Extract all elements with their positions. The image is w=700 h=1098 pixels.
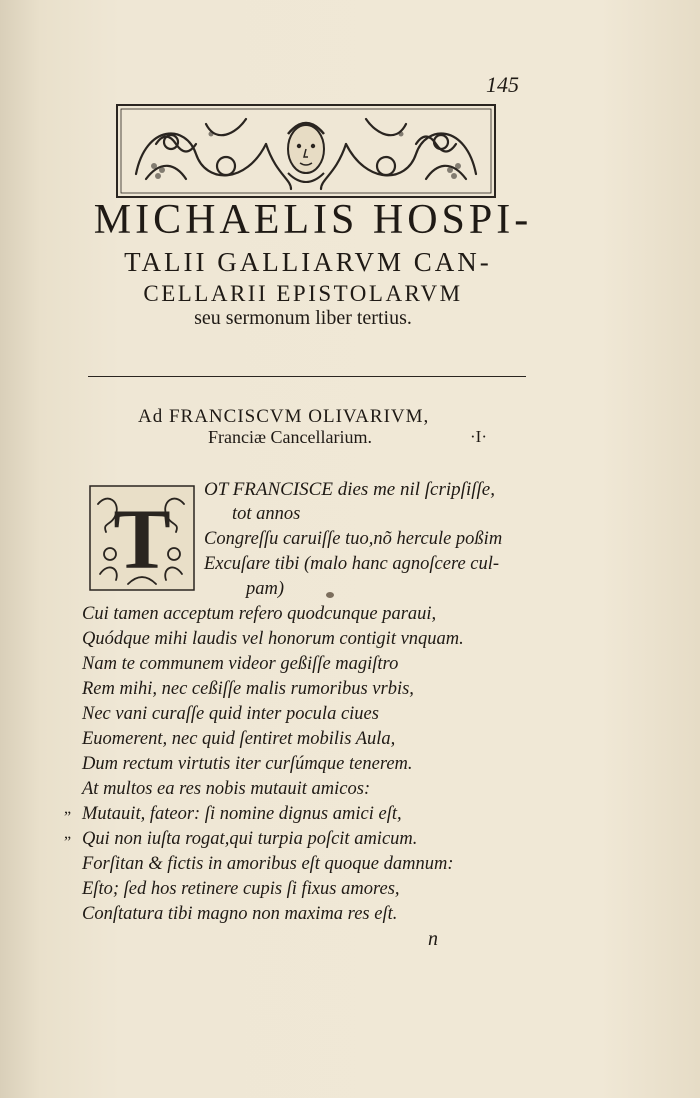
page-number: 145	[486, 72, 519, 97]
verse-line-5: pam)	[246, 579, 285, 599]
verse-line-3: Congreſſu caruiſſe tuo,nõ hercule poßim	[204, 529, 503, 549]
verse-line-18: Conſtatura tibi magno non maxima res eſt.	[82, 904, 398, 924]
verse-line-9: Rem mihi, nec ceßiſſe malis rumoribus vrbis,	[82, 679, 414, 699]
verse-line-4: Excuſare tibi (malo hanc agnoſcere cul-	[204, 554, 500, 574]
dropcap-ornament	[88, 484, 196, 592]
verse-line-15: Qui non iuſta rogat,qui turpia poſcit amicum.	[82, 829, 418, 849]
quote-mark-2: „	[64, 825, 72, 842]
horizontal-rule	[88, 376, 526, 377]
verse-line-13: At multos ea res nobis mutauit amicos:	[82, 779, 371, 799]
headpiece-ornament	[116, 104, 496, 198]
letter-heading-line-2: Franciæ Cancellarium.	[208, 427, 372, 447]
verse-line-8: Nam te communem videor geßiſſe magiſtro	[82, 654, 399, 674]
letter-number: ·I·	[470, 427, 487, 446]
svg-text:T: T	[113, 491, 171, 587]
title-line-1: MICHAELIS HOSPI-	[93, 197, 533, 243]
verse-line-12: Dum rectum virtutis iter curſúmque tenerem.	[82, 754, 413, 774]
verse-line-2: tot annos	[232, 504, 301, 524]
verse-line-10: Nec vani curaſſe quid inter pocula ciues	[82, 704, 379, 724]
title-line-3: CELLARII EPISTOLARVM	[143, 281, 463, 306]
verse-line-7: Quódque mihi laudis vel honorum contigit vnquam.	[82, 629, 464, 649]
verse-line-6: Cui tamen acceptum refero quodcunque paraui,	[82, 604, 437, 624]
letter-heading-line-1: Ad FRANCISCVM OLIVARIVM,	[138, 406, 430, 427]
verse-line-17: Eſto; ſed hos retinere cupis ſi fixus amores,	[82, 879, 400, 899]
ink-stain	[326, 592, 334, 598]
catchword: n	[428, 928, 438, 950]
verse-line-16: Forſitan & fictis in amoribus eſt quoque damnum:	[82, 854, 454, 874]
quote-mark-1: „	[64, 800, 72, 817]
verse-line-11: Euomerent, nec quid ſentiret mobilis Aula,	[82, 729, 396, 749]
verse-line-1: OT FRANCISCE dies me nil ſcripſiſſe,	[204, 479, 495, 500]
title-line-2: TALII GALLIARVM CAN-	[124, 247, 492, 277]
verse-line-14: Mutauit, fateor: ſi nomine dignus amici eſt,	[82, 804, 402, 824]
title-line-4: seu sermonum liber tertius.	[194, 307, 412, 329]
